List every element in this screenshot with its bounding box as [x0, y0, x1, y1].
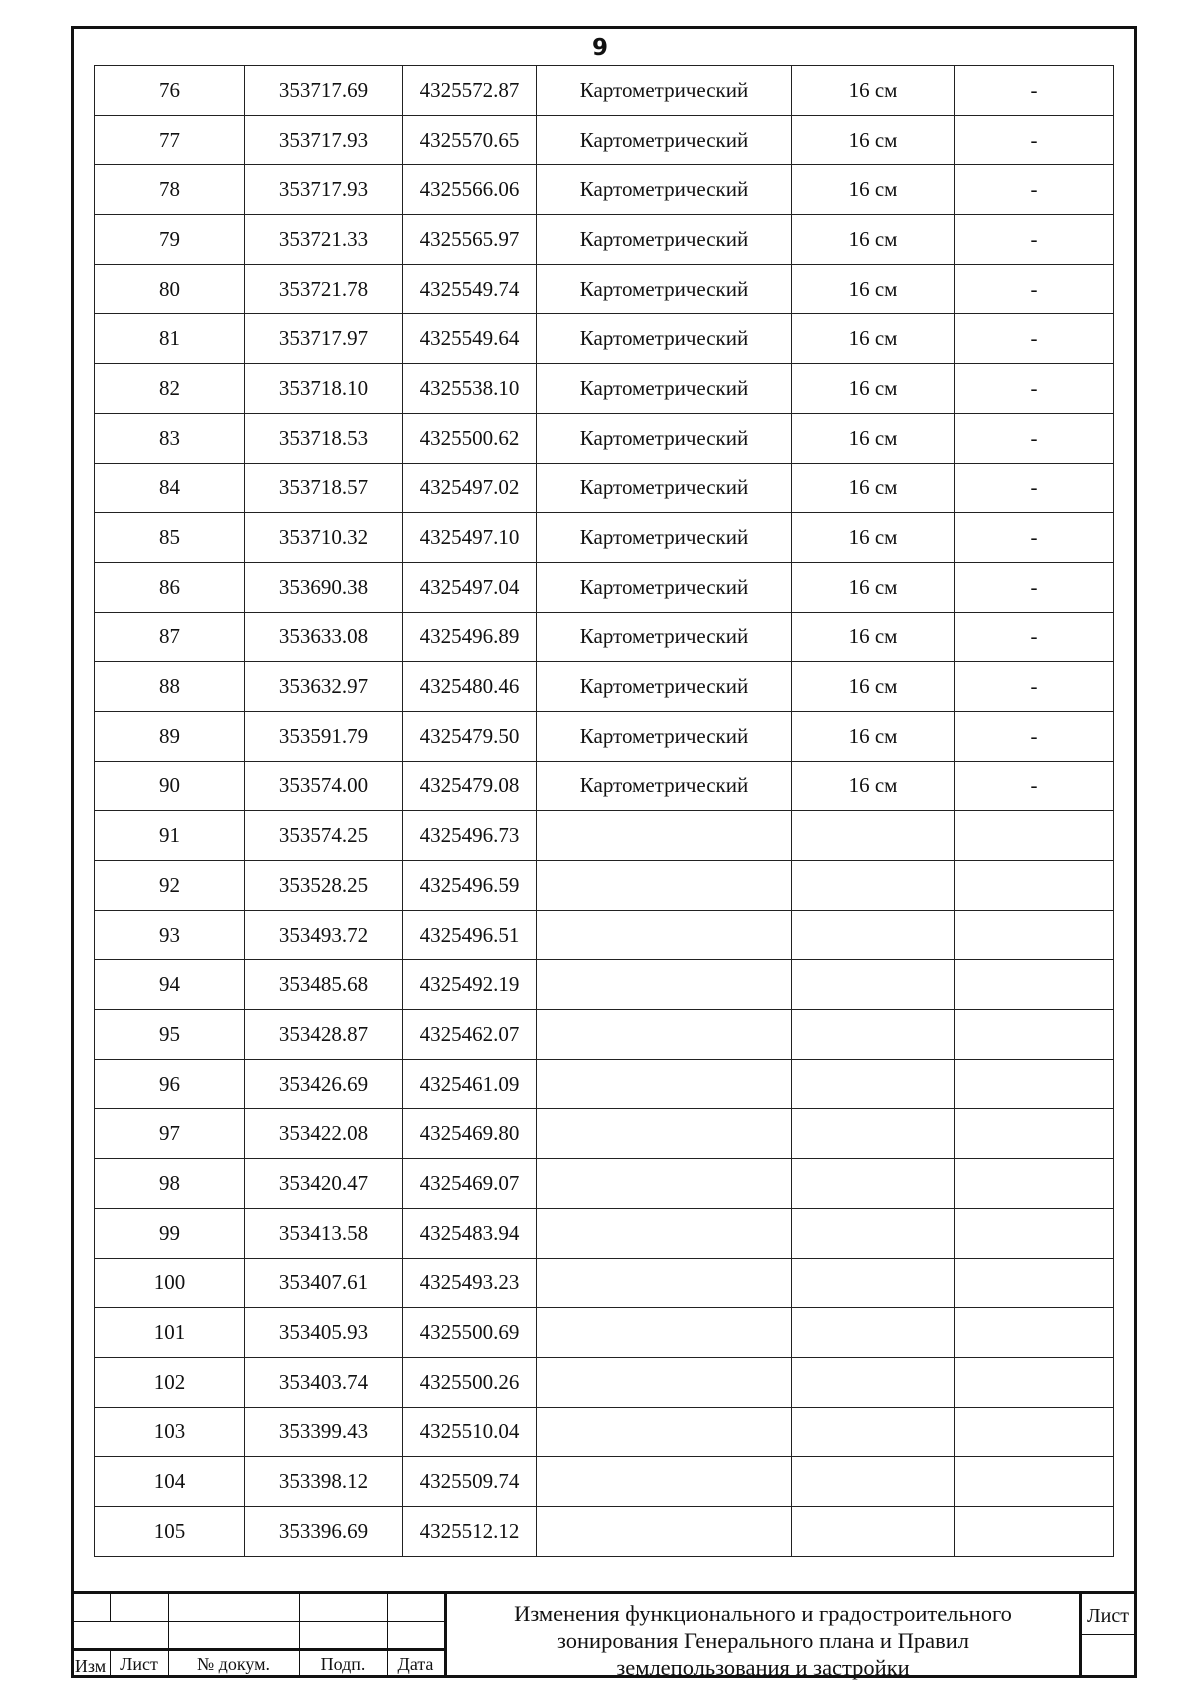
x-coordinate-cell: 353396.69 [245, 1506, 403, 1556]
point-number-cell: 77 [95, 115, 245, 165]
x-coordinate-cell: 353574.00 [245, 761, 403, 811]
point-number-cell: 90 [95, 761, 245, 811]
method-cell: Картометрический [537, 314, 792, 364]
method-cell: Картометрический [537, 463, 792, 513]
x-coordinate-cell: 353574.25 [245, 811, 403, 861]
table-row [95, 562, 1114, 612]
point-number-cell: 86 [95, 562, 245, 612]
x-coordinate-cell: 353721.78 [245, 264, 403, 314]
point-number-cell: 87 [95, 612, 245, 662]
accuracy-cell [792, 811, 955, 861]
y-coordinate-cell: 4325469.07 [403, 1159, 537, 1209]
point-number-cell: 99 [95, 1208, 245, 1258]
point-number-cell: 100 [95, 1258, 245, 1308]
accuracy-cell: 16 см [792, 513, 955, 563]
x-coordinate-cell: 353717.69 [245, 66, 403, 116]
accuracy-cell: 16 см [792, 165, 955, 215]
description-cell [955, 1457, 1114, 1507]
description-cell [955, 811, 1114, 861]
point-number-cell: 84 [95, 463, 245, 513]
description-cell: - [955, 413, 1114, 463]
x-coordinate-cell: 353632.97 [245, 662, 403, 712]
accuracy-cell: 16 см [792, 215, 955, 265]
table-row [95, 612, 1114, 662]
table-row [95, 1010, 1114, 1060]
x-coordinate-cell: 353485.68 [245, 960, 403, 1010]
point-number-cell: 92 [95, 861, 245, 911]
point-number-cell: 97 [95, 1109, 245, 1159]
method-cell: Картометрический [537, 364, 792, 414]
y-coordinate-cell: 4325462.07 [403, 1010, 537, 1060]
x-coordinate-cell: 353405.93 [245, 1308, 403, 1358]
table-row [95, 910, 1114, 960]
y-coordinate-cell: 4325480.46 [403, 662, 537, 712]
y-coordinate-cell: 4325483.94 [403, 1208, 537, 1258]
table-row [95, 364, 1114, 414]
coordinates-table-body [95, 66, 1114, 1557]
method-cell [537, 960, 792, 1010]
table-row [95, 264, 1114, 314]
accuracy-cell [792, 1308, 955, 1358]
stamp-sheet-label: Лист [1087, 1605, 1129, 1627]
table-row [95, 463, 1114, 513]
method-cell [537, 1357, 792, 1407]
accuracy-cell: 16 см [792, 463, 955, 513]
description-cell [955, 1407, 1114, 1457]
table-row [95, 215, 1114, 265]
y-coordinate-cell: 4325549.64 [403, 314, 537, 364]
table-row [95, 1059, 1114, 1109]
y-coordinate-cell: 4325479.50 [403, 711, 537, 761]
accuracy-cell: 16 см [792, 314, 955, 364]
accuracy-cell [792, 1010, 955, 1060]
point-number-cell: 96 [95, 1059, 245, 1109]
method-cell [537, 811, 792, 861]
method-cell [537, 1010, 792, 1060]
y-coordinate-cell: 4325493.23 [403, 1258, 537, 1308]
description-cell [955, 1506, 1114, 1556]
table-row [95, 314, 1114, 364]
description-cell [955, 1010, 1114, 1060]
y-coordinate-cell: 4325565.97 [403, 215, 537, 265]
accuracy-cell [792, 960, 955, 1010]
description-cell: - [955, 513, 1114, 563]
description-cell: - [955, 66, 1114, 116]
x-coordinate-cell: 353422.08 [245, 1109, 403, 1159]
y-coordinate-cell: 4325492.19 [403, 960, 537, 1010]
y-coordinate-cell: 4325461.09 [403, 1059, 537, 1109]
description-cell: - [955, 115, 1114, 165]
method-cell [537, 910, 792, 960]
x-coordinate-cell: 353428.87 [245, 1010, 403, 1060]
description-cell [955, 1357, 1114, 1407]
y-coordinate-cell: 4325469.80 [403, 1109, 537, 1159]
accuracy-cell [792, 1506, 955, 1556]
method-cell: Картометрический [537, 761, 792, 811]
table-row [95, 1457, 1114, 1507]
description-cell: - [955, 662, 1114, 712]
table-row [95, 1506, 1114, 1556]
table-row [95, 1159, 1114, 1209]
description-cell [955, 960, 1114, 1010]
point-number-cell: 85 [95, 513, 245, 563]
description-cell [955, 1308, 1114, 1358]
accuracy-cell: 16 см [792, 662, 955, 712]
method-cell [537, 1258, 792, 1308]
description-cell: - [955, 562, 1114, 612]
y-coordinate-cell: 4325500.62 [403, 413, 537, 463]
table-row [95, 413, 1114, 463]
method-cell: Картометрический [537, 612, 792, 662]
point-number-cell: 101 [95, 1308, 245, 1358]
accuracy-cell [792, 1159, 955, 1209]
table-row [95, 1357, 1114, 1407]
y-coordinate-cell: 4325479.08 [403, 761, 537, 811]
description-cell: - [955, 215, 1114, 265]
method-cell [537, 1457, 792, 1507]
accuracy-cell: 16 см [792, 66, 955, 116]
x-coordinate-cell: 353717.93 [245, 165, 403, 215]
method-cell: Картометрический [537, 264, 792, 314]
point-number-cell: 79 [95, 215, 245, 265]
y-coordinate-cell: 4325512.12 [403, 1506, 537, 1556]
point-number-cell: 93 [95, 910, 245, 960]
accuracy-cell: 16 см [792, 562, 955, 612]
x-coordinate-cell: 353718.10 [245, 364, 403, 414]
method-cell: Картометрический [537, 513, 792, 563]
x-coordinate-cell: 353493.72 [245, 910, 403, 960]
y-coordinate-cell: 4325572.87 [403, 66, 537, 116]
method-cell: Картометрический [537, 562, 792, 612]
description-cell: - [955, 314, 1114, 364]
point-number-cell: 76 [95, 66, 245, 116]
accuracy-cell [792, 1208, 955, 1258]
description-cell [955, 1159, 1114, 1209]
table-row [95, 66, 1114, 116]
description-cell [955, 1109, 1114, 1159]
document-title [447, 1600, 1079, 1681]
description-cell [955, 1208, 1114, 1258]
description-cell: - [955, 711, 1114, 761]
title-block [71, 1591, 1137, 1678]
y-coordinate-cell: 4325509.74 [403, 1457, 537, 1507]
y-coordinate-cell: 4325500.26 [403, 1357, 537, 1407]
table-row [95, 811, 1114, 861]
point-number-cell: 81 [95, 314, 245, 364]
x-coordinate-cell: 353721.33 [245, 215, 403, 265]
method-cell: Картометрический [537, 66, 792, 116]
stamp-doc-number-label: № докум. [197, 1654, 270, 1674]
table-row [95, 115, 1114, 165]
point-number-cell: 102 [95, 1357, 245, 1407]
page-number: 9 [591, 35, 608, 61]
accuracy-cell [792, 1109, 955, 1159]
x-coordinate-cell: 353413.58 [245, 1208, 403, 1258]
method-cell [537, 1159, 792, 1209]
accuracy-cell [792, 1258, 955, 1308]
x-coordinate-cell: 353717.97 [245, 314, 403, 364]
table-row [95, 1208, 1114, 1258]
description-cell: - [955, 264, 1114, 314]
point-number-cell: 80 [95, 264, 245, 314]
method-cell: Картометрический [537, 215, 792, 265]
point-number-cell: 95 [95, 1010, 245, 1060]
stamp-signature-label: Подп. [320, 1654, 366, 1674]
method-cell: Картометрический [537, 115, 792, 165]
point-number-cell: 103 [95, 1407, 245, 1457]
accuracy-cell: 16 см [792, 364, 955, 414]
y-coordinate-cell: 4325500.69 [403, 1308, 537, 1358]
y-coordinate-cell: 4325566.06 [403, 165, 537, 215]
x-coordinate-cell: 353398.12 [245, 1457, 403, 1507]
description-cell [955, 910, 1114, 960]
point-number-cell: 104 [95, 1457, 245, 1507]
table-row [95, 861, 1114, 911]
y-coordinate-cell: 4325496.59 [403, 861, 537, 911]
x-coordinate-cell: 353717.93 [245, 115, 403, 165]
point-number-cell: 88 [95, 662, 245, 712]
accuracy-cell: 16 см [792, 761, 955, 811]
y-coordinate-cell: 4325496.89 [403, 612, 537, 662]
x-coordinate-cell: 353426.69 [245, 1059, 403, 1109]
point-number-cell: 91 [95, 811, 245, 861]
accuracy-cell: 16 см [792, 711, 955, 761]
x-coordinate-cell: 353420.47 [245, 1159, 403, 1209]
accuracy-cell: 16 см [792, 264, 955, 314]
coordinates-table [94, 65, 1114, 1557]
x-coordinate-cell: 353403.74 [245, 1357, 403, 1407]
y-coordinate-cell: 4325496.73 [403, 811, 537, 861]
accuracy-cell [792, 910, 955, 960]
y-coordinate-cell: 4325497.04 [403, 562, 537, 612]
x-coordinate-cell: 353407.61 [245, 1258, 403, 1308]
accuracy-cell [792, 1059, 955, 1109]
method-cell [537, 1308, 792, 1358]
description-cell: - [955, 165, 1114, 215]
table-row [95, 513, 1114, 563]
point-number-cell: 98 [95, 1159, 245, 1209]
point-number-cell: 94 [95, 960, 245, 1010]
method-cell [537, 1059, 792, 1109]
accuracy-cell: 16 см [792, 413, 955, 463]
accuracy-cell: 16 см [792, 612, 955, 662]
accuracy-cell: 16 см [792, 115, 955, 165]
point-number-cell: 89 [95, 711, 245, 761]
description-cell [955, 1059, 1114, 1109]
accuracy-cell [792, 1457, 955, 1507]
document-title-line-2: зонирования Генерального плана и Правил [557, 1628, 969, 1653]
method-cell [537, 1109, 792, 1159]
x-coordinate-cell: 353633.08 [245, 612, 403, 662]
stamp-list-label: Лист [120, 1654, 158, 1674]
stamp-izm-label: Изм [74, 1656, 107, 1676]
method-cell: Картометрический [537, 413, 792, 463]
y-coordinate-cell: 4325549.74 [403, 264, 537, 314]
x-coordinate-cell: 353718.57 [245, 463, 403, 513]
method-cell [537, 861, 792, 911]
table-row [95, 1258, 1114, 1308]
description-cell [955, 1258, 1114, 1308]
table-row [95, 662, 1114, 712]
description-cell: - [955, 761, 1114, 811]
method-cell [537, 1208, 792, 1258]
y-coordinate-cell: 4325510.04 [403, 1407, 537, 1457]
point-number-cell: 78 [95, 165, 245, 215]
y-coordinate-cell: 4325497.02 [403, 463, 537, 513]
method-cell [537, 1407, 792, 1457]
document-title-line-3: землепользования и застройки [616, 1655, 910, 1680]
table-row [95, 1407, 1114, 1457]
x-coordinate-cell: 353690.38 [245, 562, 403, 612]
description-cell [955, 861, 1114, 911]
x-coordinate-cell: 353591.79 [245, 711, 403, 761]
description-cell: - [955, 463, 1114, 513]
table-row [95, 761, 1114, 811]
method-cell: Картометрический [537, 165, 792, 215]
accuracy-cell [792, 861, 955, 911]
table-row [95, 960, 1114, 1010]
x-coordinate-cell: 353710.32 [245, 513, 403, 563]
x-coordinate-cell: 353528.25 [245, 861, 403, 911]
method-cell: Картометрический [537, 711, 792, 761]
y-coordinate-cell: 4325496.51 [403, 910, 537, 960]
stamp-date-label: Дата [397, 1654, 434, 1674]
table-row [95, 711, 1114, 761]
table-row [95, 165, 1114, 215]
point-number-cell: 83 [95, 413, 245, 463]
x-coordinate-cell: 353399.43 [245, 1407, 403, 1457]
y-coordinate-cell: 4325570.65 [403, 115, 537, 165]
point-number-cell: 105 [95, 1506, 245, 1556]
description-cell: - [955, 612, 1114, 662]
document-title-line-1: Изменения функционального и градостроительного [514, 1601, 1012, 1626]
description-cell: - [955, 364, 1114, 414]
table-row [95, 1308, 1114, 1358]
table-row [95, 1109, 1114, 1159]
method-cell [537, 1506, 792, 1556]
x-coordinate-cell: 353718.53 [245, 413, 403, 463]
y-coordinate-cell: 4325497.10 [403, 513, 537, 563]
y-coordinate-cell: 4325538.10 [403, 364, 537, 414]
accuracy-cell [792, 1407, 955, 1457]
point-number-cell: 82 [95, 364, 245, 414]
method-cell: Картометрический [537, 662, 792, 712]
accuracy-cell [792, 1357, 955, 1407]
